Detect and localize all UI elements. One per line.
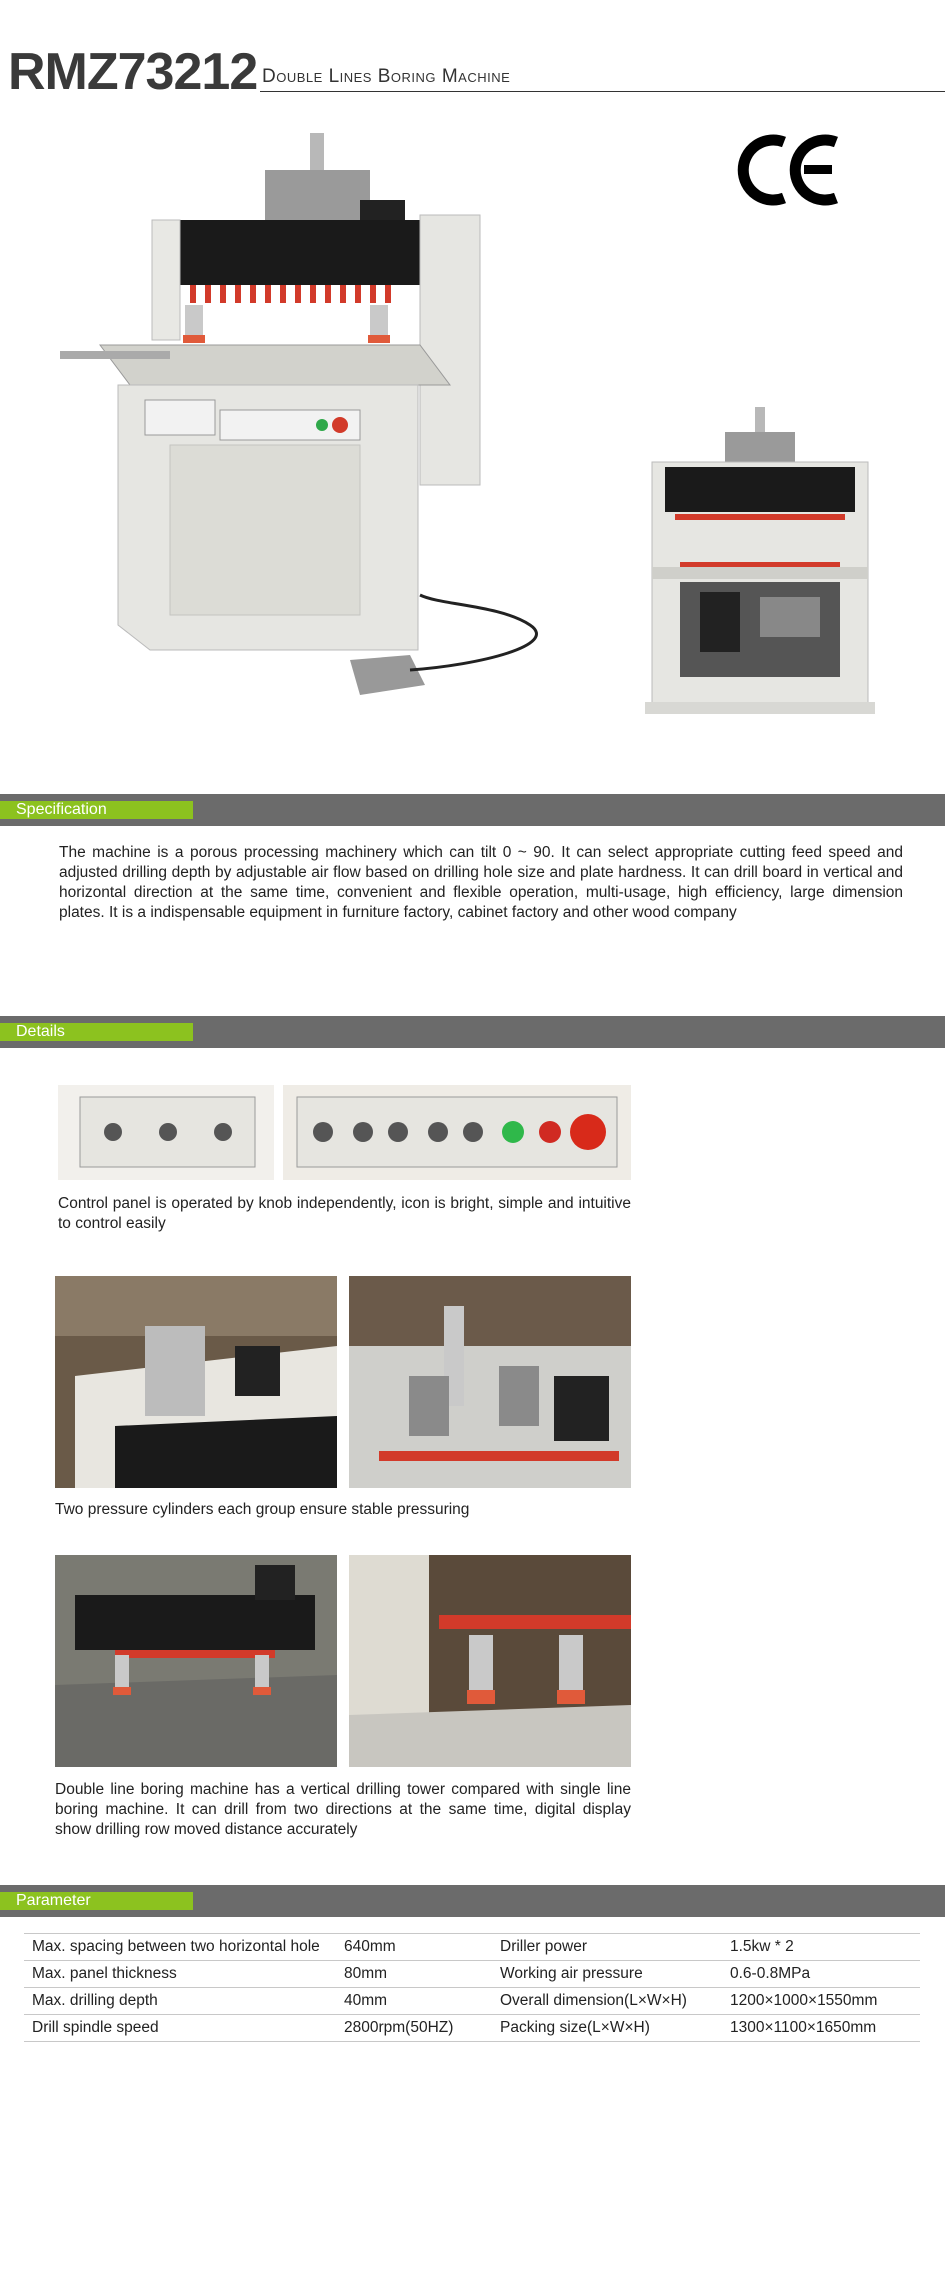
ce-mark-logo xyxy=(728,118,858,218)
param-value: 1.5kw * 2 xyxy=(722,1934,920,1961)
table-row xyxy=(24,1961,920,1988)
parameter-section-tag xyxy=(0,1892,193,1910)
param-label: Packing size(L×W×H) xyxy=(492,2015,722,2042)
drilling-tower-photo-right xyxy=(349,1555,631,1767)
model-number: RMZ73212 xyxy=(8,43,258,101)
specification-section-tag xyxy=(0,801,193,819)
product-subtitle: Double Lines Boring Machine xyxy=(262,66,511,87)
param-label: Working air pressure xyxy=(492,1961,722,1988)
param-label: Max. drilling depth xyxy=(24,1988,336,2015)
param-value: 0.6-0.8MPa xyxy=(722,1961,920,1988)
param-value: 640mm xyxy=(336,1934,492,1961)
parameter-section-title: Parameter xyxy=(16,1892,91,1909)
param-value: 2800rpm(50HZ) xyxy=(336,2015,492,2042)
main-machine-photo xyxy=(60,125,600,725)
detail-caption-1: Control panel is operated by knob independently, icon is bright, simple and intuitive to control easily xyxy=(58,1195,631,1232)
table-row xyxy=(24,1934,920,1961)
title-divider xyxy=(260,91,945,92)
specification-section-title: Specification xyxy=(16,801,107,818)
param-value: 40mm xyxy=(336,1988,492,2015)
detail-caption-3: Double line boring machine has a vertical drilling tower compared with single line boring machine. It can drill from two directions at the same time, digital display show drilling row moved distance accurately xyxy=(55,1781,631,1838)
param-value: 1200×1000×1550mm xyxy=(722,1988,920,2015)
specification-section-bar xyxy=(0,794,945,826)
details-section-bar xyxy=(0,1016,945,1048)
param-value: 1300×1100×1650mm xyxy=(722,2015,920,2042)
pressure-cylinder-photo-right xyxy=(349,1276,631,1488)
table-row xyxy=(24,1988,920,2015)
control-panel-photo-right xyxy=(283,1085,631,1180)
param-label: Max. panel thickness xyxy=(24,1961,336,1988)
param-label: Overall dimension(L×W×H) xyxy=(492,1988,722,2015)
param-label: Drill spindle speed xyxy=(24,2015,336,2042)
drilling-tower-photo-left xyxy=(55,1555,337,1767)
param-label: Driller power xyxy=(492,1934,722,1961)
parameter-table xyxy=(24,1933,920,2042)
param-label: Max. spacing between two horizontal hole xyxy=(24,1934,336,1961)
parameter-section-bar xyxy=(0,1885,945,1917)
side-machine-photo xyxy=(640,402,880,722)
param-value: 80mm xyxy=(336,1961,492,1988)
detail-caption-2: Two pressure cylinders each group ensure stable pressuring xyxy=(55,1501,470,1518)
details-section-title: Details xyxy=(16,1023,65,1040)
specification-text: The machine is a porous processing machinery which can tilt 0 ~ 90. It can select appropriate cutting feed speed and adjusted drilling depth by adjustable air flow based on drilling hole size and plate hardness. It can drill board in vertical and horizontal direction at the same time, convenient and flexible operation, multi-usage, high efficiency, large dimension plates. It is a indispensable equipment in furniture factory, cabinet factory and other wood company xyxy=(59,844,903,921)
details-section-tag xyxy=(0,1023,193,1041)
table-row xyxy=(24,2015,920,2042)
control-panel-photo-left xyxy=(58,1085,274,1180)
pressure-cylinder-photo-left xyxy=(55,1276,337,1488)
